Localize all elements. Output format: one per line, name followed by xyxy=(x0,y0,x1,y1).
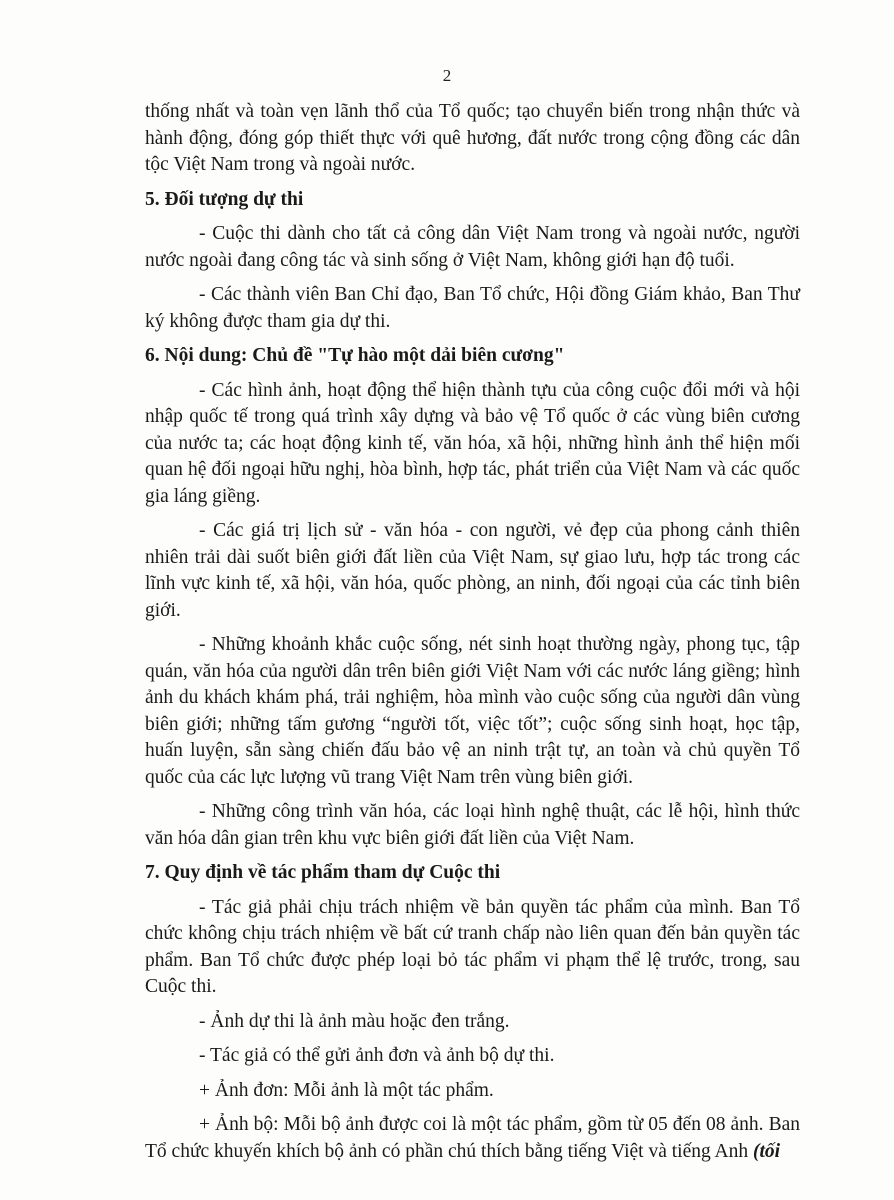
section-7-paragraph-5-italic-tail: (tối xyxy=(752,1140,781,1162)
section-5-paragraph-1: - Cuộc thi dành cho tất cả công dân Việt Nam trong và ngoài nước, người nước ngoài đang công tác và sinh sống ở Việt Nam, không giới hạn độ tuổi. xyxy=(145,223,800,271)
section-7-paragraph-5-text: + Ảnh bộ: Mỗi bộ ảnh được coi là một tác phẩm, gồm từ 05 đến 08 ảnh. Ban Tổ chức khuyến khích bộ ảnh có phần chú thích bằng tiếng Việt và tiếng Anh xyxy=(145,1114,800,1162)
document-body xyxy=(145,99,800,1173)
section-6-paragraph-4: - Những công trình văn hóa, các loại hình nghệ thuật, các lễ hội, hình thức văn hóa dân gian trên khu vực biên giới đất liền của Việt Nam. xyxy=(145,801,800,849)
section-7-paragraph-1: - Tác giả phải chịu trách nhiệm về bản quyền tác phẩm của mình. Ban Tổ chức không chịu trách nhiệm về bất cứ tranh chấp nào liên quan đến bản quyền tác phẩm. Ban Tổ chức được phép loại bỏ tác phẩm vi phạm thể lệ trước, trong, sau Cuộc thi. xyxy=(145,896,800,997)
section-7-paragraph-4: + Ảnh đơn: Mỗi ảnh là một tác phẩm. xyxy=(199,1079,494,1101)
section-6-paragraph-2: - Các giá trị lịch sử - văn hóa - con người, vẻ đẹp của phong cảnh thiên nhiên trải dài suốt biên giới đất liền của Việt Nam, sự giao lưu, hợp tác trong các lĩnh vực kinh tế, xã hội, văn hóa, quốc phòng, an ninh, đối ngoại của các tỉnh biên giới. xyxy=(145,520,800,621)
section-7-heading: 7. Quy định về tác phẩm tham dự Cuộc thi xyxy=(145,862,501,883)
section-6-heading: 6. Nội dung: Chủ đề "Tự hào một dải biên cương" xyxy=(145,345,565,366)
section-7-paragraph-3: - Tác giả có thể gửi ảnh đơn và ảnh bộ dự thi. xyxy=(199,1045,555,1066)
section-6-paragraph-1: - Các hình ảnh, hoạt động thể hiện thành tựu của công cuộc đổi mới và hội nhập quốc tế trong quá trình xây dựng và bảo vệ Tổ quốc ở các vùng biên cương của nước ta; các hoạt động kinh tế, văn hóa, xã hội, những hình ảnh thể hiện mối quan hệ đối ngoại hữu nghị, hòa bình, hợp tác, phát triển của Việt Nam và các quốc gia láng giềng. xyxy=(145,379,800,507)
section-7-paragraph-2: - Ảnh dự thi là ảnh màu hoặc đen trắng. xyxy=(199,1010,510,1032)
section-6-paragraph-3: - Những khoảnh khắc cuộc sống, nét sinh hoạt thường ngày, phong tục, tập quán, văn hóa của người dân trên biên giới Việt Nam với các nước láng giềng; hình ảnh du khách khám phá, trải nghiệm, hòa mình vào cuộc sống của người dân vùng biên giới; những tấm gương “người tốt, việc tốt”; cuộc sống sinh hoạt, học tập, huấn luyện, sẵn sàng chiến đấu bảo vệ an ninh trật tự, an toàn và chủ quyền Tổ quốc của các lực lượng vũ trang Việt Nam trên vùng biên giới. xyxy=(145,634,800,788)
page-number: 2 xyxy=(442,66,452,85)
section-7-paragraph-5 xyxy=(145,1112,800,1165)
section-5-paragraph-2: - Các thành viên Ban Chỉ đạo, Ban Tổ chức, Hội đồng Giám khảo, Ban Thư ký không được tham gia dự thi. xyxy=(145,284,800,332)
section-5-heading: 5. Đối tượng dự thi xyxy=(145,188,304,210)
intro-paragraph: thống nhất và toàn vẹn lãnh thổ của Tổ quốc; tạo chuyển biến trong nhận thức và hành động, đóng góp thiết thực với quê hương, đất nước trong cộng đồng các dân tộc Việt Nam trong và ngoài nước. xyxy=(145,101,800,175)
